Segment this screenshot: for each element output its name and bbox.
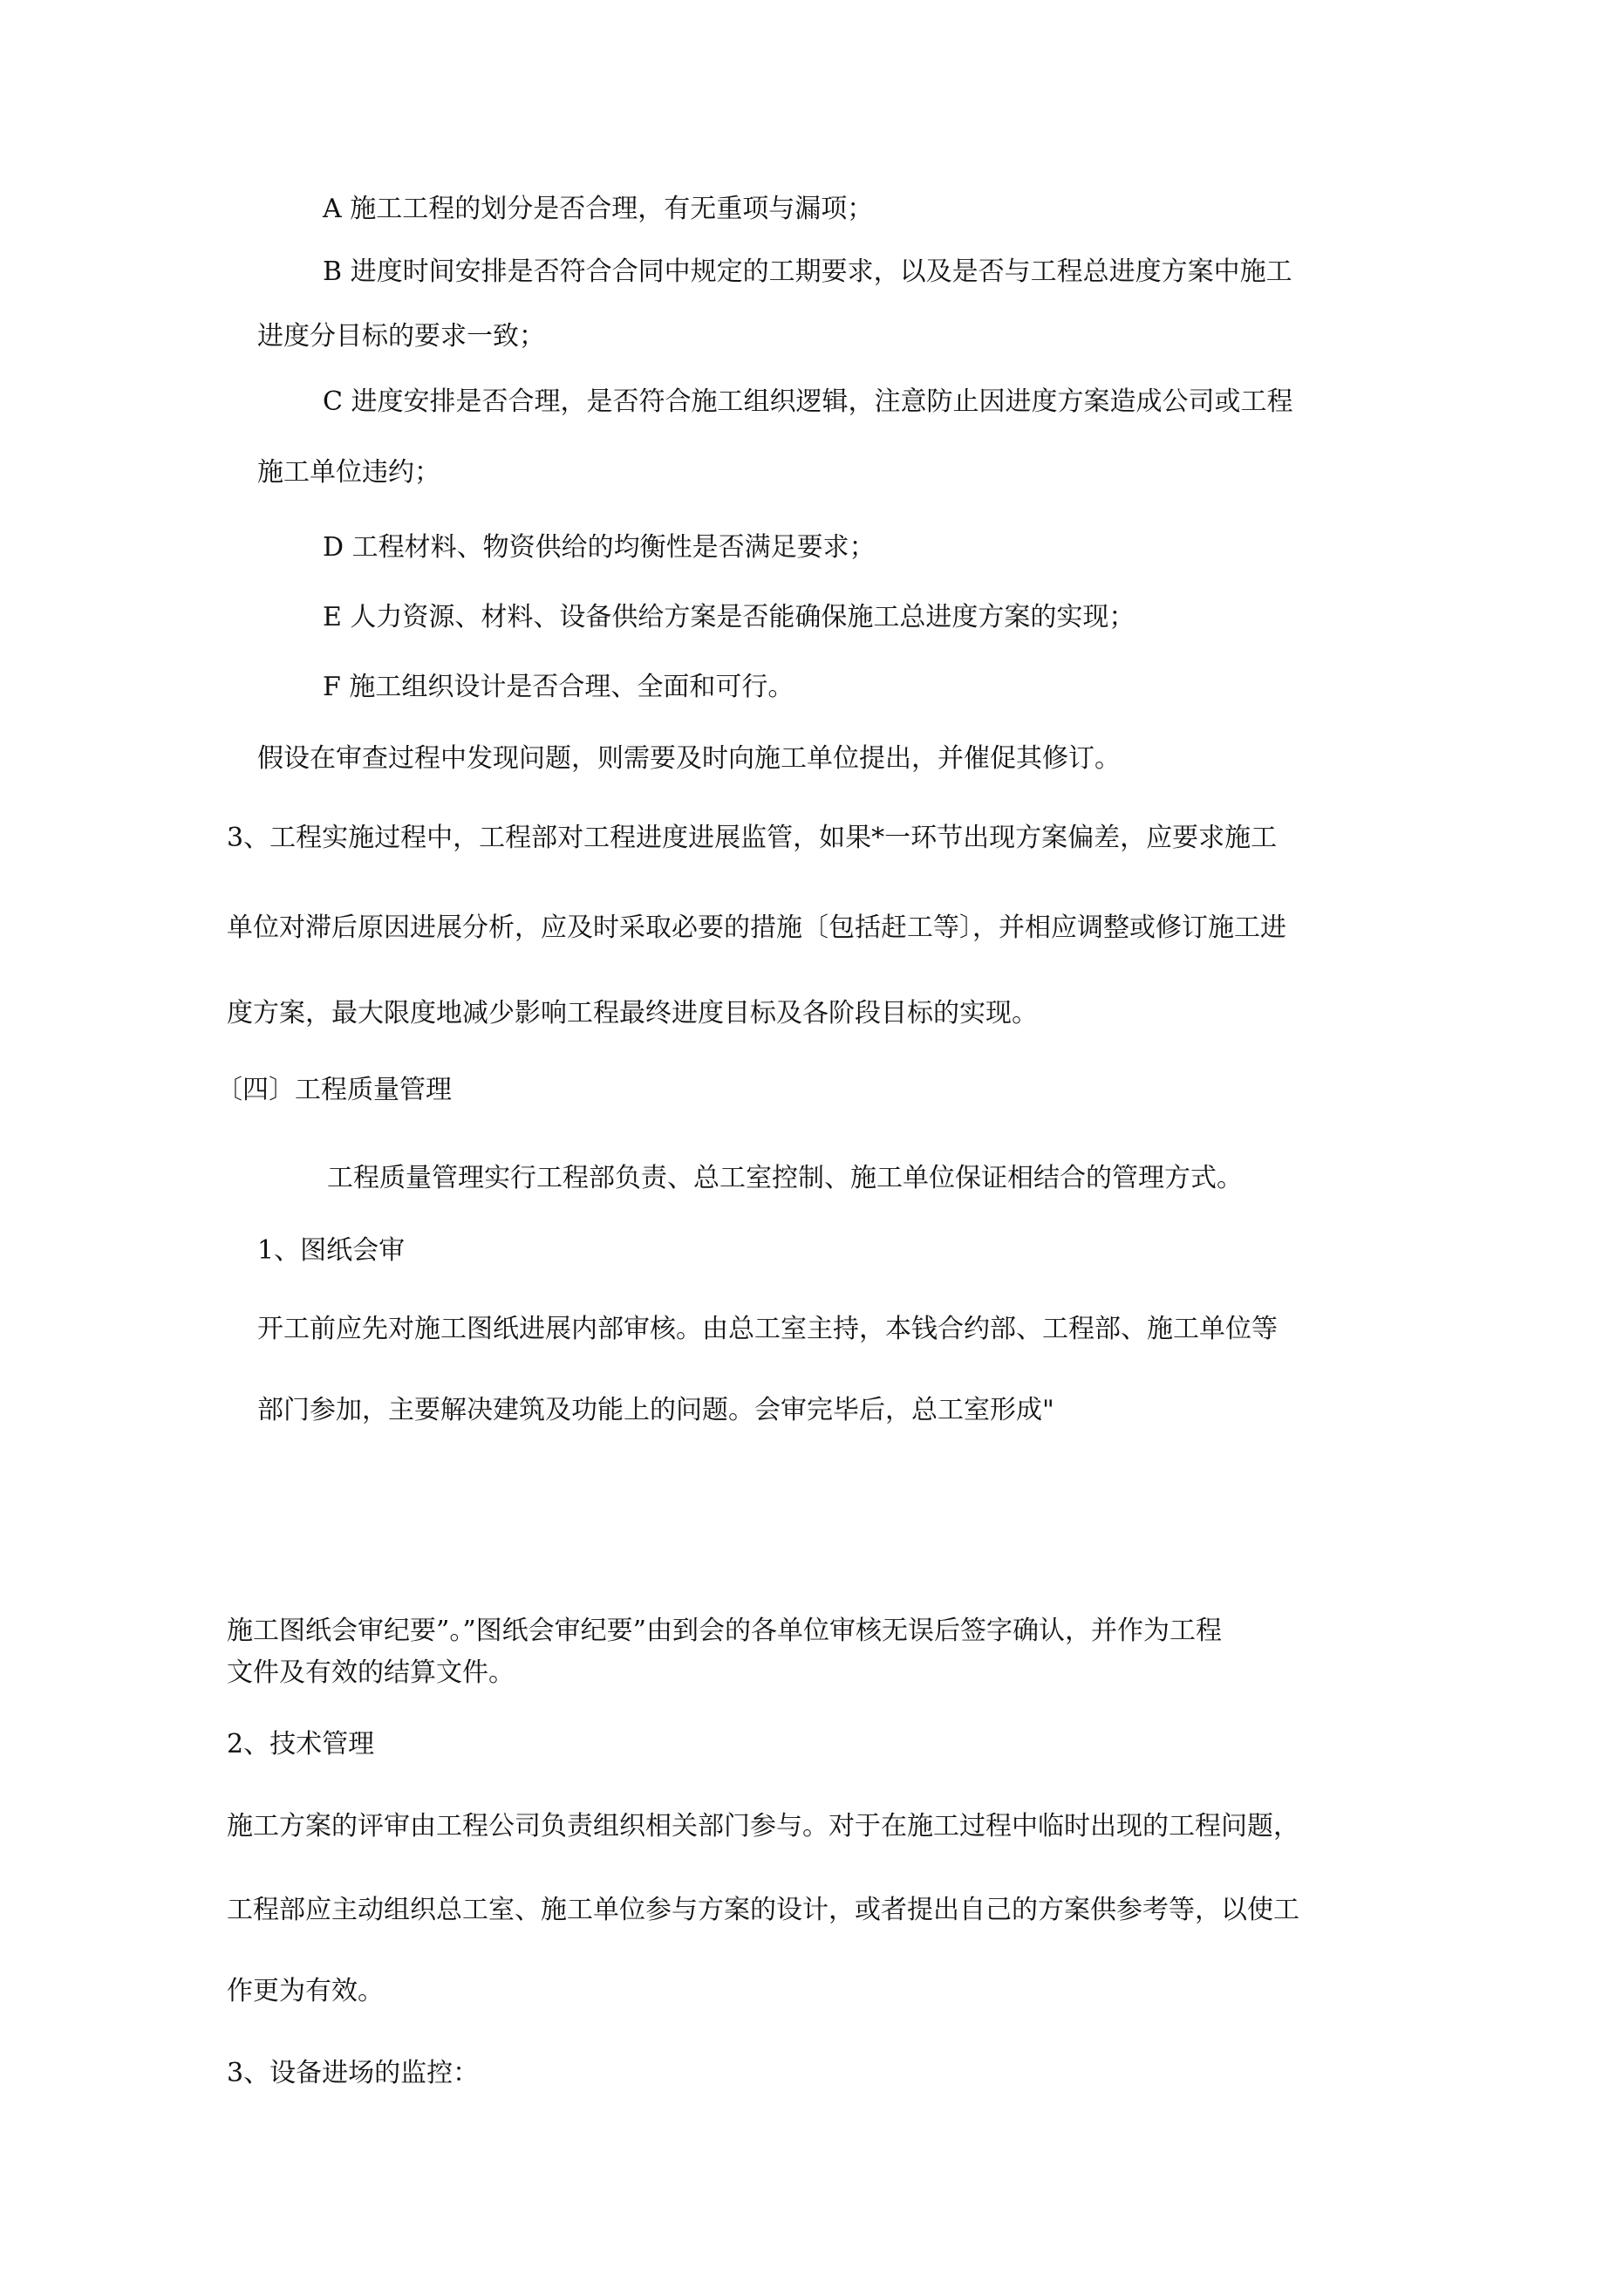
- subsection-heading: 2、技术管理: [227, 1729, 375, 1760]
- text-line: 作更为有效。: [227, 1976, 384, 2006]
- text-line: F 施工组织设计是否合理、全面和可行。: [323, 672, 794, 702]
- text-line: D 工程材料、物资供给的均衡性是否满足要求；: [323, 532, 876, 563]
- text-line: 假设在审查过程中发现问题，则需要及时向施工单位提出，并催促其修订。: [257, 743, 1121, 774]
- text-line: 度方案，最大限度地减少影响工程最终进度目标及各阶段目标的实现。: [227, 998, 1038, 1028]
- text-line: 部门参加，主要解决建筑及功能上的问题。会审完毕后，总工室形成": [257, 1395, 1054, 1425]
- text-line: 施工方案的评审由工程公司负责组织相关部门参与。对于在施工过程中临时出现的工程问题，: [227, 1811, 1299, 1842]
- subsection-heading: 3、设备进场的监控：: [227, 2058, 480, 2088]
- text-line: C 进度安排是否合理，是否符合施工组织逻辑，注意防止因进度方案造成公司或工程: [323, 386, 1293, 417]
- subsection-heading: 1、图纸会审: [257, 1235, 406, 1266]
- text-line: 开工前应先对施工图纸进展内部审核。由总工室主持，本钱合约部、工程部、施工单位等: [257, 1314, 1278, 1344]
- section-heading: 〔四〕工程质量管理: [216, 1075, 452, 1105]
- text-line: B 进度时间安排是否符合合同中规定的工期要求，以及是否与工程总进度方案中施工: [323, 256, 1292, 287]
- text-line: 工程质量管理实行工程部负责、总工室控制、施工单位保证相结合的管理方式。: [327, 1163, 1243, 1193]
- text-line: 施工单位违约；: [257, 457, 440, 488]
- text-line: 工程部应主动组织总工室、施工单位参与方案的设计，或者提出自己的方案供参考等，以使工: [227, 1895, 1299, 1925]
- text-line: 施工图纸会审纪要”。”图纸会审纪要”由到会的各单位审核无误后签字确认，并作为工程: [227, 1616, 1223, 1646]
- text-line: E 人力资源、材料、设备供给方案是否能确保施工总进度方案的实现；: [323, 602, 1135, 632]
- text-line: 文件及有效的结算文件。: [227, 1657, 515, 1688]
- text-line: 单位对滞后原因进展分析，应及时采取必要的措施〔包括赶工等〕，并相应调整或修订施工进: [227, 912, 1286, 943]
- text-line: 进度分目标的要求一致；: [257, 321, 545, 352]
- text-line: A 施工工程的划分是否合理，有无重项与漏项；: [323, 194, 874, 224]
- text-line: 3、工程实施过程中，工程部对工程进度进展监管，如果*一环节出现方案偏差，应要求施工: [227, 823, 1278, 853]
